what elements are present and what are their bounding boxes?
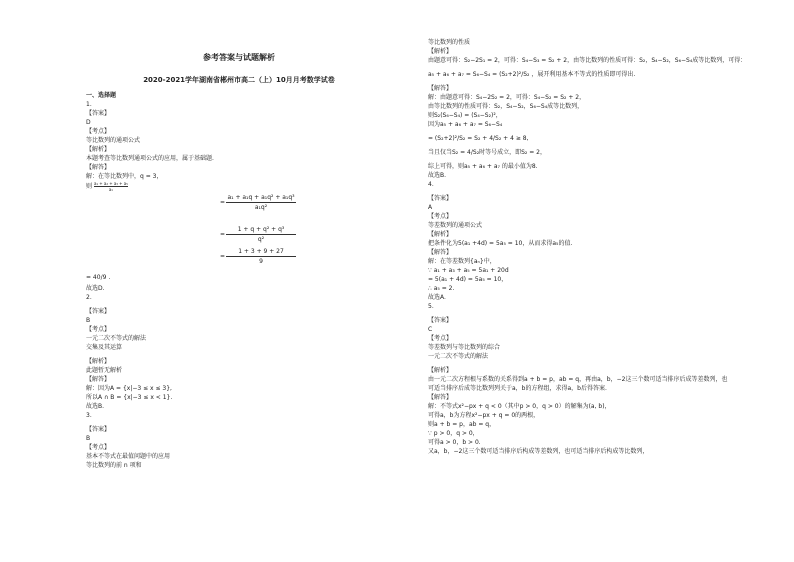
q3-d6: 当且仅当S₂ = 4/S₂时等号成立，即S₂ = 2， — [428, 149, 546, 156]
q3-kaodian-2: 等比数列的前 n 项和 — [86, 462, 142, 469]
q1-f1-num: a₁ + a₁q + a₁q² + a₁q³ — [227, 194, 295, 201]
q2-answer: B — [86, 317, 91, 324]
q1-inline-num: a₁ + a₂ + a₃ + a₅ — [93, 181, 128, 186]
q4-jiexi-tag: 【解析】 — [428, 231, 453, 238]
q3-d5: = (S₂+2)²/S₂ = S₂ + 4/S₂ + 4 ≥ 8, — [428, 135, 529, 142]
q3-answer-tag: 【答案】 — [86, 426, 111, 433]
q5-d1: 解：不等式x²−px + q < 0（其中p > 0，q > 0）的解集为(a, b)， — [428, 403, 611, 410]
q5-answer-tag: 【答案】 — [428, 317, 453, 324]
q4-jiexi: 把条件化为5(a₁ +4d) = 5a₅ = 10，从而求得a₅的值. — [428, 240, 573, 247]
q5-jiexi-tag: 【解析】 — [428, 367, 453, 374]
q4-line3: = 5(a₁ + 4d) = 5a₅ = 10， — [428, 276, 508, 283]
q5-kaodian-tag: 【考点】 — [428, 335, 453, 342]
section-heading: 一、选择题 — [86, 92, 117, 99]
q1-f1-den: a₁q² — [254, 204, 268, 211]
q1-inline-fraction — [94, 181, 128, 192]
q1-answer: D — [86, 119, 91, 126]
right-column — [428, 38, 780, 456]
q4-jieda-tag: 【解答】 — [428, 249, 453, 256]
q2-line2: 所以A ∩ B = {x|−3 ≤ x < 1}. — [86, 394, 173, 401]
q2-answer-tag: 【答案】 — [86, 308, 111, 315]
q4-kaodian-tag: 【考点】 — [428, 213, 453, 220]
q2-kaodian-1: 一元二次不等式的解法 — [86, 335, 147, 342]
q3-kaodian-3: 等比数列的性质 — [428, 39, 471, 46]
q2-jiexi-tag: 【解析】 — [86, 358, 111, 365]
q1-jiexi-tag: 【解析】 — [86, 146, 111, 153]
q3-d3: 则S₂(S₆−S₄) = (S₄−S₂)²， — [428, 112, 502, 119]
q2-kaodian-tag: 【考点】 — [86, 326, 111, 333]
q5-d6: 又a，b，−2这三个数可适当排序后构成等差数列，也可适当排序后构成等比数列， — [428, 448, 649, 455]
q5-jieda-tag: 【解答】 — [428, 394, 453, 401]
q4-guxuan: 故选A. — [428, 294, 446, 301]
q5-kaodian-1: 等差数列与等比数列的综合 — [428, 344, 501, 351]
q5-answer: C — [428, 326, 433, 333]
q3-answer: B — [86, 435, 91, 442]
q4-kaodian: 等差数列的通项公式 — [428, 222, 483, 229]
q3-d4: 因为a₅ + a₆ + a₇ = S₆−S₄ — [428, 121, 503, 128]
q2-number: 2. — [86, 294, 92, 301]
q1-jieda-tag: 【解答】 — [86, 164, 111, 171]
doc-subtitle: 2020-2021学年湖南省郴州市高二（上）10月月考数学试卷 — [143, 76, 335, 84]
q5-jiexi-2: 可适当排序后成等比数列列关于a，b的方程组，求得a，b后得答案. — [428, 385, 607, 392]
q1-f3-den: 9 — [259, 258, 263, 265]
q3-kaodian-1: 基本不等式在最值问题中的应用 — [86, 453, 171, 460]
q1-f2-num: 1 + q + q² + q³ — [226, 225, 296, 235]
q1-inline-den: a₁ — [108, 187, 113, 192]
q2-jieda-tag: 【解答】 — [86, 376, 111, 383]
q1-fraction-3: = $\frac{1 + 3 + 9 + 27}{9}$ — [86, 247, 392, 273]
q3-d7: 综上可得，则a₅ + a₆ + a₇ 的最小值为8. — [428, 163, 538, 170]
q3-kaodian-tag: 【考点】 — [86, 444, 111, 451]
q1-result: = 40/9 . — [86, 274, 111, 281]
q5-d2: 可得a，b为方程x²−px + q = 0的两根， — [428, 412, 540, 419]
q1-line1: 解：在等比数列中，q = 3， — [86, 173, 163, 180]
doc-title: 参考答案与试题解析 — [203, 53, 275, 62]
q4-number: 4. — [428, 181, 434, 188]
q1-fraction-1: = $\frac{\text{a₁ + a₁q + a₁q² + a₁q³}}{\text{a₁q²}}$ — [220, 194, 295, 211]
q3-jiexi-2: a₅ + a₆ + a₇ = S₆−S₄ = (S₂+2)²/S₂ ，展开利用基本不等式的性质即可得出. — [428, 71, 636, 78]
q1-line2-prefix: 则 — [86, 183, 93, 190]
q5-number: 5. — [428, 303, 434, 310]
q1-fraction-2: = $\frac{\text{1 + q + q² + q³}}{\text{q²}}$ — [86, 225, 392, 247]
q3-d2: 由等比数列的性质可得：S₂，S₄−S₂，S₆−S₄成等比数列， — [428, 103, 584, 110]
q2-jiexi: 此题暂无解析 — [86, 367, 123, 374]
q5-d5: 可得a > 0，b > 0. — [428, 439, 481, 446]
q3-jiexi-1: 由题意可得：S₂−2S₁ = 2，可得：S₄−S₃ = S₂ + 2，由等比数列的性质可得：S₂，S₄−S₂，S₆−S₄成等比数列，可得： — [428, 57, 747, 64]
q5-d3: 则a + b = p，ab = q， — [428, 421, 496, 428]
q1-kaodian: 等比数列的通项公式 — [86, 137, 141, 144]
q2-guxuan: 故选B. — [86, 403, 105, 410]
q5-d4: ∵ p > 0，q > 0， — [428, 430, 479, 437]
left-column — [86, 52, 392, 470]
q3-guxuan: 故选B. — [428, 172, 447, 179]
q1-number: 1. — [86, 101, 92, 108]
q5-jiexi-1: 由一元二次方程根与系数的关系得到a + b = p，ab = q，再由a，b，−2这三个数可适当排序后成等差数列，也 — [428, 376, 728, 383]
q1-guxuan: 故选D. — [86, 285, 105, 292]
q1-kaodian-tag: 【考点】 — [86, 128, 111, 135]
q3-number: 3. — [86, 412, 92, 419]
q4-line1: 解：在等差数列{aₙ}中， — [428, 258, 496, 265]
q2-line1: 解：因为A = {x|−3 ≤ x ≤ 3}, — [86, 385, 172, 392]
q4-line4: ∴ a₅ = 2. — [428, 285, 455, 292]
q1-answer-tag: 【答案】 — [86, 110, 111, 117]
q2-kaodian-2: 交集及其运算 — [86, 344, 123, 351]
q1-jiexi: 本题考查等比数列通项公式的应用，属于基础题. — [86, 155, 214, 162]
q4-answer-tag: 【答案】 — [428, 195, 453, 202]
q1-line2 — [86, 181, 392, 193]
q1-f2-den: q² — [257, 236, 265, 243]
q1-f3-num: 1 + 3 + 9 + 27 — [226, 247, 296, 257]
q3-jieda-tag: 【解答】 — [428, 85, 453, 92]
q5-kaodian-2: 一元二次不等式的解法 — [428, 353, 489, 360]
q3-jiexi-tag: 【解析】 — [428, 48, 453, 55]
q4-answer: A — [428, 204, 433, 211]
q4-line2: ∵ a₁ + a₃ + a₅ = 5a₁ + 20d — [428, 267, 509, 274]
q3-d1: 解：由题意可得：S₄−2S₂ = 2，可得：S₄−S₂ = S₂ + 2， — [428, 94, 586, 101]
